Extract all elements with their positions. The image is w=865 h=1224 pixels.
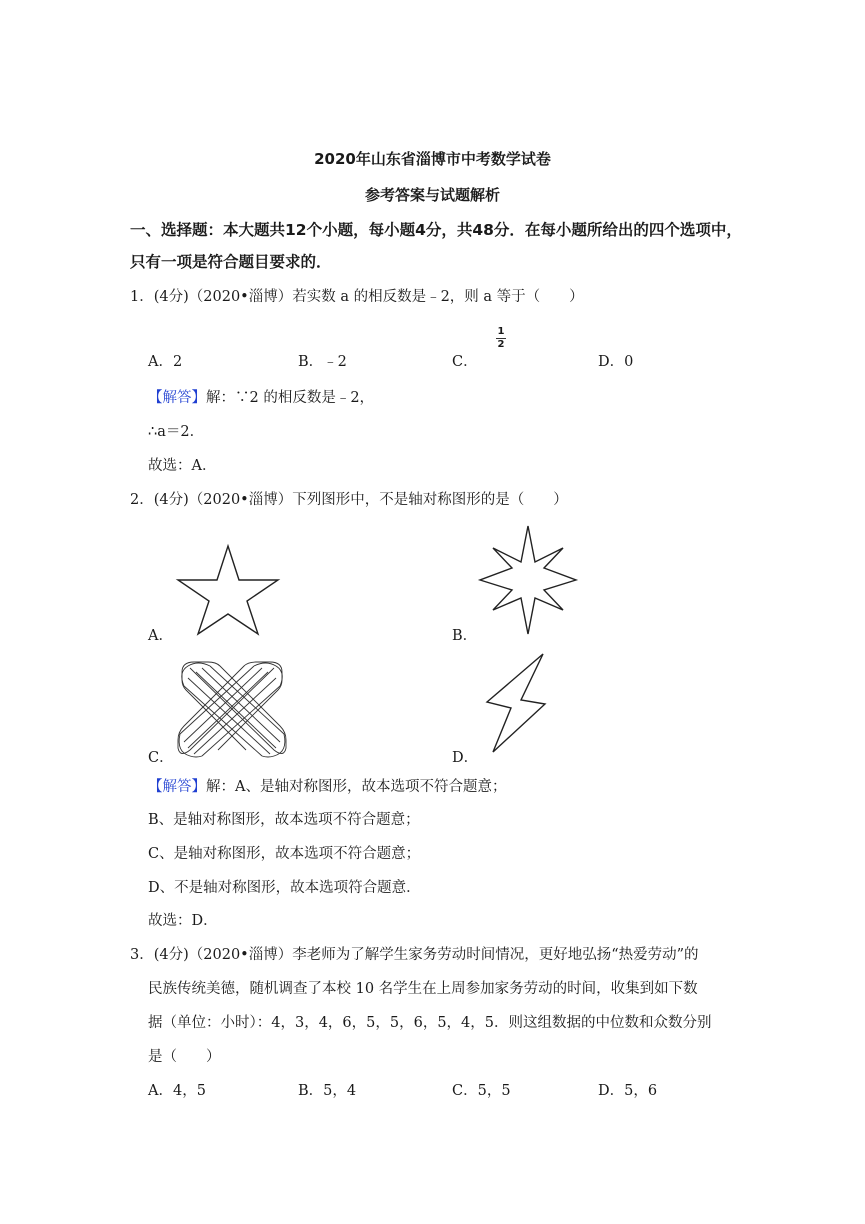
- question-2-stem: 2．(4分)（2020•淄博）下列图形中，不是轴对称图形的是（ ）: [130, 492, 568, 508]
- question-3-stem-line-1: 3．(4分)（2020•淄博）李老师为了解学生家务劳动时间情况，更好地弘扬“热爱劳动”的: [130, 947, 699, 963]
- section-heading-line-1: 一、选择题：本大题共12个小题，每小题4分，共48分．在每小题所给出的四个选项中，: [130, 221, 742, 239]
- q1-answer-line-1: [148, 386, 374, 407]
- q1-answer-line-2: ∴a＝2．: [148, 424, 205, 440]
- five-point-star-icon: [176, 544, 280, 636]
- question-1-stem: 1．(4分)（2020•淄博）若实数 a 的相反数是﹣2，则 a 等于（ ）: [130, 289, 584, 305]
- q3-option-a: A．4，5: [148, 1083, 206, 1099]
- q1-option-a: A．2: [148, 354, 183, 370]
- q3-option-d: D．5，6: [598, 1083, 658, 1099]
- q2-option-d-label: D．: [452, 750, 479, 766]
- q1-option-c-fraction: [495, 326, 507, 350]
- fraction-numerator: 1: [497, 326, 505, 337]
- q3-option-b: B．5，4: [298, 1083, 357, 1099]
- question-3-stem-line-4: 是（ ）: [148, 1049, 221, 1065]
- eight-point-star-icon: [478, 524, 578, 636]
- q1-answer-text: 解：∵2 的相反数是﹣2，: [206, 390, 375, 406]
- q2-answer-line-1: [148, 775, 506, 796]
- q2-option-c-label: C．: [148, 750, 174, 766]
- q2-answer-line-4: D、不是轴对称图形，故本选项符合题意．: [148, 880, 421, 896]
- q3-option-c: C．5，5: [452, 1083, 511, 1099]
- question-3-stem-line-3: 据（单位：小时）：4，3，4，6，5，5，6，5，4，5．则这组数据的中位数和众数分别: [148, 1015, 712, 1031]
- q1-option-c: C．: [452, 354, 478, 370]
- q2-answer-line-3: C、是轴对称图形，故本选项不符合题意；: [148, 846, 421, 862]
- lightning-bolt-icon: [485, 652, 547, 754]
- q2-option-a-label: A．: [148, 628, 173, 644]
- q1-answer-line-3: 故选：A．: [148, 458, 217, 474]
- page-subtitle: 参考答案与试题解析: [364, 186, 500, 204]
- answer-tag: 【解答】: [148, 779, 206, 795]
- section-heading-line-2: 只有一项是符合题目要求的．: [130, 253, 332, 271]
- answer-tag: 【解答】: [148, 390, 206, 406]
- q2-answer-text: 解：A、是轴对称图形，故本选项不符合题意；: [206, 779, 507, 795]
- q2-option-b-label: B．: [452, 628, 478, 644]
- question-3-stem-line-2: 民族传统美德，随机调查了本校 10 名学生在上周参加家务劳动的时间，收集到如下数: [148, 981, 698, 997]
- page-title: 2020年山东省淄博市中考数学试卷: [314, 150, 551, 168]
- q1-option-b: B．﹣2: [298, 354, 347, 370]
- fraction-denominator: 2: [497, 339, 505, 350]
- q2-answer-line-2: B、是轴对称图形，故本选项不符合题意；: [148, 812, 420, 828]
- q1-option-d: D．0: [598, 354, 634, 370]
- q2-answer-line-5: 故选：D．: [148, 913, 218, 929]
- interlaced-cross-knot-icon: [176, 662, 288, 758]
